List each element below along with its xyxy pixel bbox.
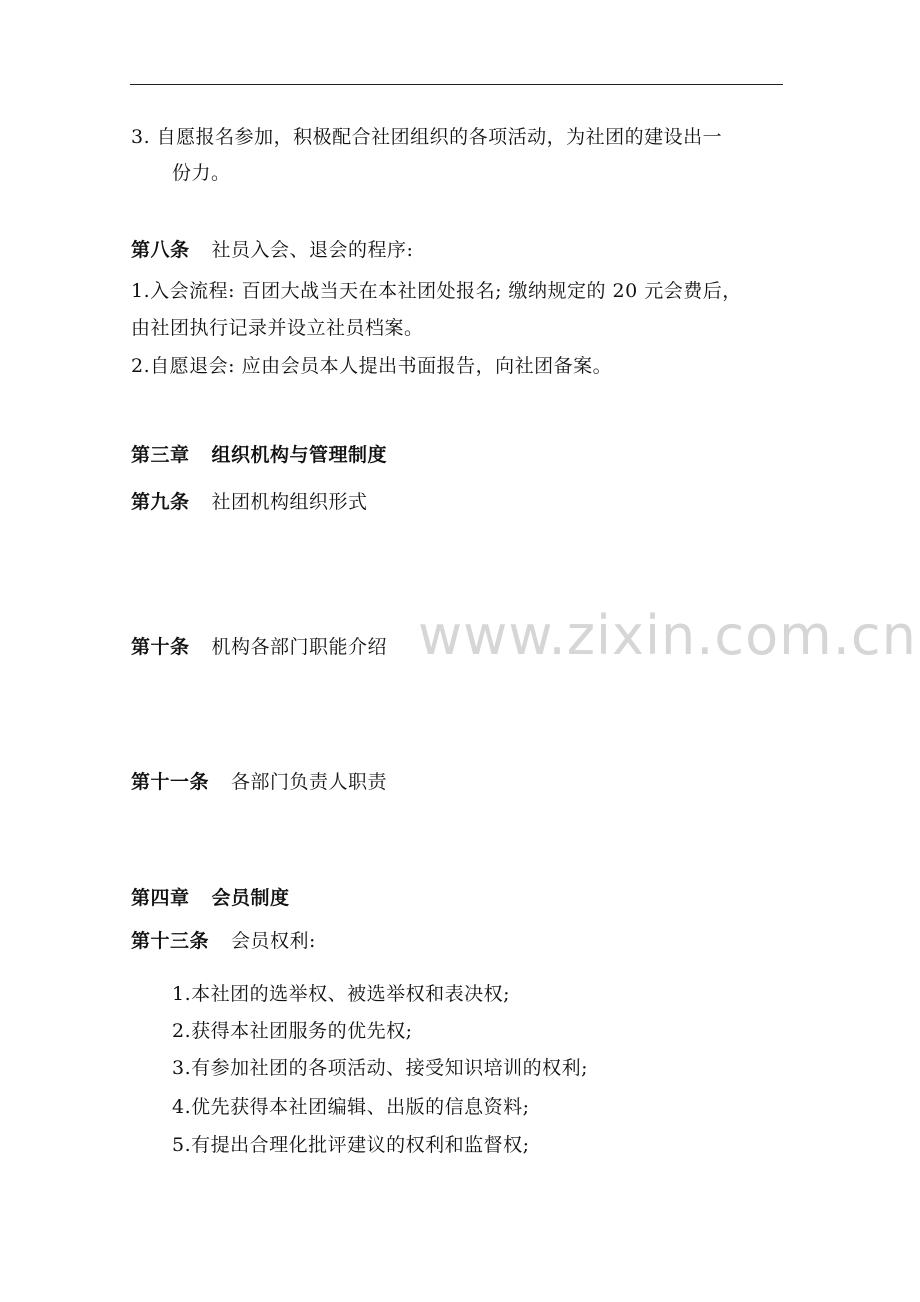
chapter-4-number: 第四章 (131, 887, 190, 909)
article-13-item-5: 5.有提出合理化批评建议的权利和监督权; (172, 1134, 530, 1156)
chapter-4-title: 会员制度 (211, 887, 290, 909)
article-10-title: 机构各部门职能介绍 (211, 636, 388, 658)
item-3-line-1: 3. 自愿报名参加，积极配合社团组织的各项活动，为社团的建设出一 (131, 126, 723, 148)
article-11-title: 各部门负责人职责 (231, 771, 388, 793)
article-13-title: 会员权利: (231, 930, 316, 952)
article-11-heading-line (131, 770, 387, 794)
article-13-item-4: 4.优先获得本社团编辑、出版的信息资料; (172, 1096, 530, 1118)
article-8-item-1-cont: 由社团执行记录并设立社员档案。 (131, 317, 424, 339)
article-11-number: 第十一条 (131, 771, 210, 793)
article-8-heading-line (131, 238, 413, 262)
article-9-title: 社团机构组织形式 (211, 491, 368, 513)
article-13-heading-line (131, 929, 316, 953)
chapter-3-number: 第三章 (131, 444, 190, 466)
chapter-4-heading (131, 886, 290, 910)
item-3-line-2: 份力。 (172, 162, 231, 184)
article-9-number: 第九条 (131, 491, 190, 513)
article-13-item-1: 1.本社团的选举权、被选举权和表决权; (172, 983, 511, 1005)
article-13-item-3: 3.有参加社团的各项活动、接受知识培训的权利; (172, 1057, 589, 1079)
chapter-3-title: 组织机构与管理制度 (211, 444, 388, 466)
article-13-item-2: 2.获得本社团服务的优先权; (172, 1020, 413, 1042)
article-8-title: 社员入会、退会的程序: (211, 239, 414, 261)
article-13-number: 第十三条 (131, 930, 210, 952)
article-10-number: 第十条 (131, 636, 190, 658)
header-rule (130, 84, 783, 85)
article-8-number: 第八条 (131, 239, 190, 261)
chapter-3-heading (131, 443, 387, 467)
article-10-heading-line (131, 635, 387, 659)
article-8-item-2: 2.自愿退会: 应由会员本人提出书面报告，向社团备案。 (131, 355, 613, 377)
watermark: www.zixin.com.cn (418, 604, 917, 667)
article-9-heading-line (131, 490, 368, 514)
article-8-item-1: 1.入会流程: 百团大战当天在本社团处报名; 缴纳规定的 20 元会费后， (131, 280, 742, 302)
